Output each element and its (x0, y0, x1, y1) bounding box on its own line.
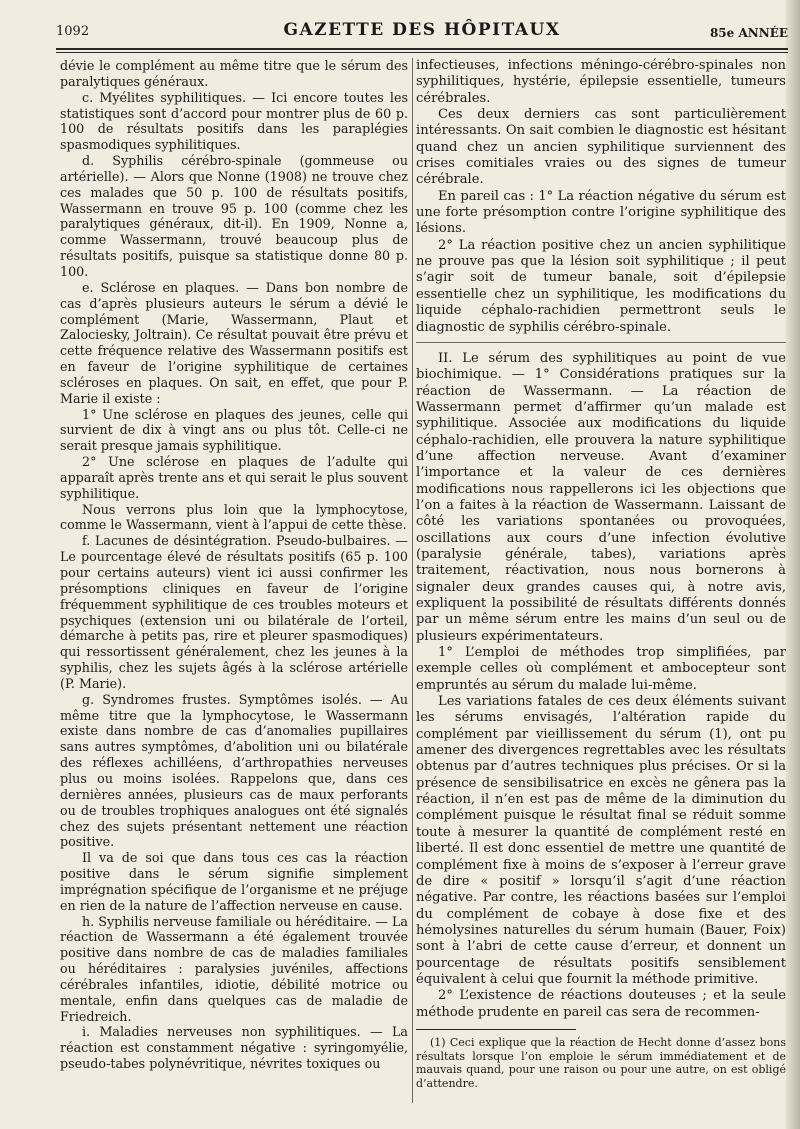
paragraph: 1° L’emploi de méthodes trop simplifiées, par exemple celles où complément et ambocepteur sont empruntés au sérum du malade lui-même. (416, 645, 786, 693)
paragraph: i. Maladies nerveuses non syphilitiques. — La réaction est constamment négative : syringomyélie, pseudo-tabes polynévritique, névrites toxiques ou (60, 1024, 408, 1072)
paragraph: Ces deux derniers cas sont particulièrement intéressants. On sait combien le diagnostic est hésitant quand chez un ancien syphilitique surviennent des crises comitiales vraies ou des signes de tumeur cérébrale. (416, 107, 786, 188)
page-header (56, 20, 788, 50)
paragraph: g. Syndromes frustes. Symptômes isolés. — Au même titre que la lymphocytose, le Wassermann existe dans nombre de cas d’anomalies pupillaires sans autres symptômes, d’abolition uni ou bilatérale des réflexes achilléens, d’arthropathies nerveuses plus ou moins isolées. Rappelons que, dans ces dernières années, plusieurs cas de maux perforants ou de troubles trophiques analogues ont été signalés chez des sujets présentant nettement une réaction positive. (60, 691, 408, 850)
paragraph: infectieuses, infections méningo-cérébro-spinales non syphilitiques, hystérie, épilepsie essentielle, tumeurs cérébrales. (416, 58, 786, 106)
paragraph: dévie le complément au même titre que le sérum des paralytiques généraux. (60, 58, 408, 89)
right-column (416, 58, 786, 1090)
paragraph: 1° Une sclérose en plaques des jeunes, celle qui survient de dix à vingt ans ou plus tôt. Celle-ci ne serait presque jamais syphilitique. (60, 406, 408, 454)
section-heading: II. Le sérum des syphilitiques au point de vue biochimique. — 1° Considérations pratiques sur la réaction de Wassermann. — La réaction de Wassermann permet d’affirmer qu’un malade est syphilitique. Associée aux modifications du liquide céphalo-rachidien, elle prouvera la nature syphilitique d’une affection nerveuse. Avant d’examiner l’importance et la valeur de ces dernières modifications nous rappellerons ici les objections que l’on a faites à la réaction de Wassermann. Laissant de côté les variations spontanées ou provoquées, oscillations aux cours d’une infection évolutive (paralysie générale, tabes), variations après traitement, réactivation, nous nous bornerons à signaler deux grandes causes qui, à notre avis, expliquent la possibilité de résultats différents donnés par un même sérum entre les mains d’un seul ou de plusieurs expérimentateurs. (416, 350, 786, 644)
year-label: 85e ANNÉE (709, 26, 788, 40)
paragraph: d. Syphilis cérébro-spinale (gommeuse ou artérielle). — Alors que Nonne (1908) ne trouve chez ces malades que 50 p. 100 de résultats positifs, Wassermann en trouve 95 p. 100 (comme chez les paralytiques généraux, dit-il). En 1909, Nonne a, comme Wassermann, trouvé beaucoup plus de résultats positifs, puisque sa statistique donne 80 p. 100. (60, 153, 408, 279)
paragraph: Il va de soi que dans tous ces cas la réaction positive dans le sérum signifie simplement imprégnation spécifique de l’organisme et ne préjuge en rien de la nature de l’affection nerveuse en cause. (60, 850, 408, 913)
footnote: (1) Ceci explique que la réaction de Hecht donne d’assez bons résultats lorsque l’on emploie le sérum immédiatement et de mauvais quand, pour une raison ou pour une autre, on est obligé d’attendre. (416, 1035, 786, 1090)
paragraph: 2° L’existence de réactions douteuses ; et la seule méthode prudente en pareil cas sera de recommen- (416, 988, 786, 1020)
paragraph: Nous verrons plus loin que la lymphocytose, comme le Wassermann, vient à l’appui de cette thèse. (60, 501, 408, 533)
paragraph: c. Myélites syphilitiques. — Ici encore toutes les statistiques sont d’accord pour montrer plus de 60 p. 100 de résultats positifs dans les paraplégies spasmodiques syphilitiques. (60, 89, 408, 153)
paragraph: 2° La réaction positive chez un ancien syphilitique ne prouve pas que la lésion soit syphilitique ; il peut s’agir soit de tumeur banale, soit d’épilepsie essentielle chez un syphilitique, les modifications du liquide céphalo-rachidien permettront seuls le diagnostic de syphilis cérébro-spinale. (416, 237, 786, 335)
header-rule (56, 48, 788, 50)
paragraph: En pareil cas : 1° La réaction négative du sérum est une forte présomption contre l’origine syphilitique des lésions. (416, 188, 786, 237)
page-edge-shadow (786, 0, 800, 1129)
header-rule-thin (56, 52, 788, 53)
paragraph: f. Lacunes de désintégration. Pseudo-bulbaires. — Le pourcentage élevé de résultats positifs (65 p. 100 pour certains auteurs) vient ici aussi confirmer les présomptions cliniques en faveur de l’origine fréquemment syphilitique de ces troubles moteurs et psychiques (extension uni ou bilatérale de l’orteil, démarche à petits pas, rire et pleurer spasmodiques) qui ressortissent généralement, chez les jeunes à la syphilis, chez les sujets âgés à la sclérose artérielle (P. Marie). (60, 533, 408, 691)
column-divider (412, 58, 413, 1103)
section-rule (416, 342, 786, 343)
paragraph: 2° Une sclérose en plaques de l’adulte qui apparaît après trente ans et qui serait le plus souvent syphilitique. (60, 454, 408, 501)
footnote-rule (416, 1029, 576, 1030)
paragraph: e. Sclérose en plaques. — Dans bon nombre de cas d’après plusieurs auteurs le sérum a dévié le complément (Marie, Wassermann, Plaut et Zalociesky, Joltrain). Ce résultat pouvait être prévu et cette fréquence relative des Wassermann positifs est en faveur de l’origine syphilitique de certaines scléroses en plaques. On sait, en effet, que pour P. Marie il existe : (60, 279, 408, 406)
page-number: 1092 (56, 24, 90, 39)
paragraph: h. Syphilis nerveuse familiale ou héréditaire. — La réaction de Wassermann a été également trouvée positive dans nombre de cas de maladies familiales ou héréditaires : paralysies juvéniles, affections cérébrales infantiles, idiotie, débilité motrice ou mentale, enfin dans quelques cas de maladie de Friedreich. (60, 913, 408, 1024)
journal-title: GAZETTE DES HÔPITAUX (283, 20, 561, 40)
left-column (60, 58, 408, 1072)
paragraph: Les variations fatales de ces deux éléments suivant les sérums envisagés, l’altération rapide du complément par vieillissement du sérum (1), ont pu amener des divergences regrettables avec les résultats obtenus par d’autres techniques plus précises. Or si la présence de sensibilisatrice en excès ne gênera pas la réaction, il n’en est pas de même de la diminution du complément puisque le résultat final se réduit somme toute à mesurer la quantité de complément resté en liberté. Il est donc essentiel de mettre une quantité de complément fixe à moins de s’exposer à l’erreur grave de dire « positif » lorsqu’il s’agit d’une réaction négative. Par contre, les réactions basées sur l’emploi du complément de cobaye à dose fixe et des hémolysines naturelles du sérum humain (Bauer, Foix) sont à l’abri de cette cause d’erreur, et donnent un pourcentage de résultats positifs sensiblement équivalent à celui que fournit la méthode primitive. (416, 694, 786, 987)
